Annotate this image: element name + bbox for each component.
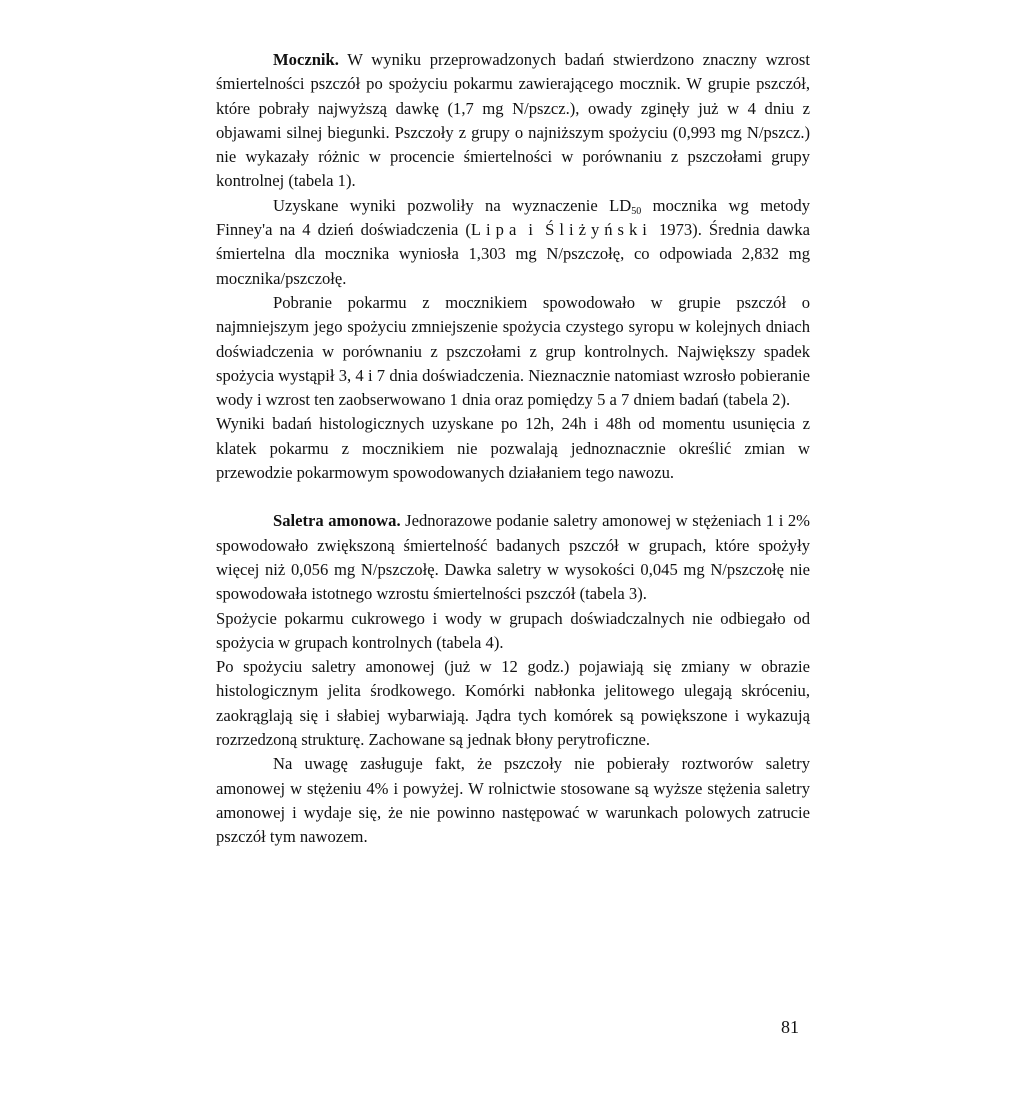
paragraph-text: 1973). Średnia dawka śmiertelna dla mocznika wyniosła 1,303 mg N/pszczołę, co odpowiada 2,832 mg mocznika/pszczołę. xyxy=(216,220,810,288)
paragraph-text: Uzyskane wyniki pozwoliły na wyznaczenie LD xyxy=(273,195,632,215)
page-number: 81 xyxy=(781,1017,799,1037)
citation-author-lipa: Lipa xyxy=(470,220,522,240)
paragraph-text: W wyniku przeprowadzonych badań stwierdzono znaczny wzrost śmiertelności pszczół po spożyciu pokarmu zawierającego mocznik. W grupie pszczół, które pobrały najwyższą dawkę (1,7 mg N/pszcz.), owady zginęły już w 4 dniu z objawami silnej biegunki. Pszczoły z grupy o najniższym spożyciu (0,993 mg N/pszcz.) nie wykazały różnic w procencie śmiertelności w porównaniu z pszczołami grupy kontrolnej (tabela 1). xyxy=(216,50,810,191)
paragraph-ld50 xyxy=(216,194,810,291)
subscript-50: 50 xyxy=(631,205,642,217)
section-heading-mocznik: Mocznik. xyxy=(273,50,339,69)
paragraph-mocznik xyxy=(216,48,810,194)
paragraph-text: mocznika wg metody Finney'a na 4 dzień doświadczenia ( xyxy=(216,195,810,240)
paragraph-saletra xyxy=(216,509,810,606)
paragraph-pobranie: Pobranie pokarmu z mocznikiem spowodowało w grupie pszczół o najmniejszym jego spożyciu zmniejszenie spożycia czystego syropu w kolejnych dniach doświadczenia w porównaniu z pszczołami z grup kontrolnych. Największy spadek spożycia wystąpił 3, 4 i 7 dnia doświadczenia. Nieznacznie natomiast wzrosło pobieranie wody i wzrost ten zaobserwowano 1 dnia oraz pomiędzy 5 a 7 dniem badań (tabela 2). xyxy=(216,292,810,410)
citation-author-slizynski: Śliżyński xyxy=(545,220,652,240)
paragraph-histologia-saletra: Po spożyciu saletry amonowej (już w 12 godz.) pojawiają się zmiany w obrazie histologicznym jelita środkowego. Komórki nabłonka jelitowego ulegają skróceniu, zaokrąglają się i słabiej wybarwiają. Jądra tych komórek są powiększone i wykazują rozrzedzoną strukturę. Zachowane są jednak błony perytroficzne. xyxy=(216,657,810,750)
paragraph-spozycie: Spożycie pokarmu cukrowego i wody w grupach doświadczalnych nie odbiegało od spożycia w grupach kontrolnych (tabela 4). xyxy=(216,608,810,652)
section-gap xyxy=(216,485,810,509)
article-body xyxy=(216,48,810,850)
paragraph-uwaga: Na uwagę zasługuje fakt, że pszczoły nie pobierały roztworów saletry amonowej w stężeniu 4% i powyżej. W rolnictwie stosowane są wyższe stężenia saletry amonowej i wydaje się, że nie powinno następować w warunkach polowych zatrucie pszczół tym nawozem. xyxy=(216,754,810,847)
paragraph-text: Jednorazowe podanie saletry amonowej w stężeniach 1 i 2% spowodowało zwiększoną śmiertelność badanych pszczół w grupach, które spożyły więcej niż 0,056 mg N/pszczołę. Dawka saletry w wysokości 0,045 mg N/pszczołę nie spowodowała istotnego wzrostu śmiertelności pszczół (tabela 3). xyxy=(216,511,810,604)
paragraph-histologia-mocznik: Wyniki badań histologicznych uzyskane po 12h, 24h i 48h od momentu usunięcia z klatek pokarmu z mocznikiem nie pozwalają jednoznacznie określić zmian w przewodzie pokarmowym spowodowanych działaniem tego nawozu. xyxy=(216,414,810,483)
citation-conjunction: i xyxy=(528,220,539,240)
section-heading-saletra: Saletra amonowa. xyxy=(273,511,401,531)
